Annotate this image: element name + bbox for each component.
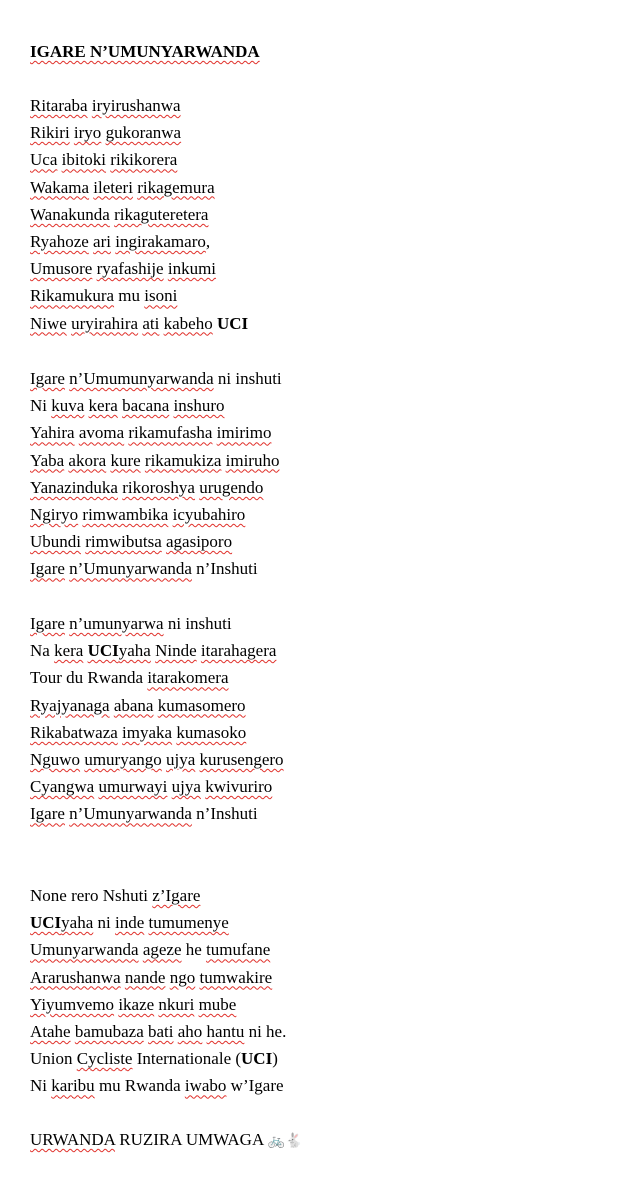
poem-word: isoni <box>144 286 178 306</box>
poem-word: ikaze <box>118 994 155 1014</box>
poem-line <box>30 1022 286 1042</box>
poem-word: ujya <box>171 777 201 797</box>
poem-word: Internationale ( <box>132 1049 242 1069</box>
poem-word: ngo <box>169 967 196 987</box>
poem-word: ni inshuti <box>213 369 282 388</box>
poem-word: Ryahoze <box>30 232 89 251</box>
poem-line <box>30 369 282 389</box>
poem-word: rikikorera <box>110 150 178 170</box>
poem-word: iryirushanwa <box>91 96 181 115</box>
poem-word: RUZIRA UMWAGA <box>115 1130 268 1149</box>
poem-word: aho <box>177 1022 203 1041</box>
poem-word: kumasoko <box>176 722 247 742</box>
poem-word: w’Igare <box>226 1076 284 1096</box>
poem-word: umuryango <box>84 750 162 769</box>
poem-word: karibu <box>51 1076 95 1096</box>
poem-word: Yahira <box>30 423 75 443</box>
poem-word: avoma <box>78 423 125 443</box>
poem-word: n’Umunyarwanda <box>69 804 192 824</box>
poem-line <box>30 396 225 416</box>
poem-word: ibitoki <box>61 150 107 170</box>
poem-word: uryirahira <box>71 313 139 333</box>
poem-word: Ryajyanaga <box>30 695 110 715</box>
poem-word: n’umunyarwa <box>69 614 164 633</box>
poem-word: Union <box>30 1049 77 1069</box>
poem-word: Rikamukura <box>30 286 115 306</box>
poem-word: ari <box>93 232 111 251</box>
poem-word: Wakama <box>30 177 90 197</box>
poem-word: kera <box>54 641 84 661</box>
poem-line <box>30 940 270 960</box>
poem-word: Ararushanwa <box>30 967 121 987</box>
poem-line <box>30 532 232 552</box>
poem-word: rikaguteretera <box>114 204 209 224</box>
poem-word: ni inshuti <box>163 614 232 633</box>
poem-line <box>30 641 276 661</box>
poem-word: tumumenye <box>148 913 229 933</box>
poem-word: Niwe <box>30 313 67 333</box>
poem-word: kabeho <box>163 313 213 333</box>
poem-word: Cycliste <box>76 1049 133 1069</box>
poem-word: UCI <box>241 1049 273 1069</box>
poem-word: rimwambika <box>82 505 169 524</box>
poem-word: Igare <box>30 804 65 824</box>
poem-word: Ubundi <box>30 532 81 552</box>
poem-line <box>30 96 181 116</box>
poem-word: ageze <box>142 940 182 960</box>
poem-word: rikoroshya <box>122 477 195 497</box>
poem-line <box>30 232 210 252</box>
poem-word: Na <box>30 641 55 661</box>
poem-word: kurusengero <box>199 750 284 769</box>
poem-word: rikagemura <box>137 177 215 197</box>
poem-word: he <box>181 940 207 960</box>
poem-word: hantu <box>206 1022 245 1041</box>
poem-word: mu <box>114 286 145 306</box>
poem-word: Atahe <box>30 1022 71 1041</box>
poem-word: Umusore <box>30 259 93 279</box>
poem-word: Yiyumvemo <box>30 994 115 1014</box>
poem-line <box>30 886 200 906</box>
poem-word: ni <box>93 913 115 933</box>
poem-word: tumwakire <box>199 967 273 987</box>
poem-line <box>30 1076 284 1096</box>
poem-word: itarahagera <box>200 641 277 661</box>
poem-line <box>30 478 263 498</box>
poem-line <box>30 913 229 933</box>
poem-word: URWANDA <box>30 1130 116 1149</box>
poem-word: imyaka <box>122 722 173 742</box>
poem-word: Igare <box>30 369 65 388</box>
poem-word: mube <box>198 994 237 1014</box>
poem-word: rikamukiza <box>144 450 222 470</box>
poem-word: kera <box>88 396 118 416</box>
poem-word: n’Umunyarwanda <box>69 559 192 579</box>
poem-word: kuva <box>51 396 85 416</box>
poem-word: Nguwo <box>30 750 81 769</box>
poem-word: rikamufasha <box>128 423 213 443</box>
poem-word: nkuri <box>158 994 195 1014</box>
poem-word: ujya <box>166 750 196 769</box>
poem-line <box>30 750 284 770</box>
poem-word: Ni <box>30 1076 52 1096</box>
poem-word: gukoranwa <box>105 123 182 143</box>
poem-line <box>30 614 232 634</box>
poem-word: UCI <box>216 313 249 333</box>
poem-word: inkumi <box>167 259 217 279</box>
poem-word: ryafashije <box>96 259 164 279</box>
poem-word: yaha <box>61 913 94 933</box>
poem-word: Igare <box>30 614 65 633</box>
poem-word: urugendo <box>199 477 264 497</box>
poem-word: Rikabatwaza <box>30 722 118 742</box>
poem-word: n’Inshuti <box>191 804 258 824</box>
poem-line <box>30 286 177 306</box>
poem-word: ni he. <box>244 1022 287 1041</box>
poem-word: , <box>205 232 211 251</box>
poem-word: imiruho <box>225 450 280 470</box>
poem-line <box>30 451 279 471</box>
poem-word: nande <box>124 967 166 987</box>
poem-word: rimwibutsa <box>85 532 162 552</box>
bicycle-rabbit-emoji: 🚲🐇 <box>267 1133 303 1149</box>
poem-line <box>30 259 216 279</box>
poem-word: icyubahiro <box>172 505 246 524</box>
poem-word: abana <box>113 695 154 715</box>
poem-word: Yanazinduka <box>30 477 118 497</box>
poem-word: n’Umumunyarwanda <box>69 369 214 388</box>
poem-word: UCI <box>87 641 119 661</box>
poem-word: umurwayi <box>98 777 168 797</box>
poem-word: mu Rwanda <box>94 1076 185 1096</box>
poem-word: inshuro <box>173 396 225 416</box>
poem-word: ileteri <box>93 177 133 197</box>
poem-word: kwivuriro <box>205 777 273 797</box>
poem-word: Uca <box>30 150 58 170</box>
poem-word: Ninde <box>155 641 197 661</box>
poem-word: Rikiri <box>30 123 70 143</box>
poem-word: yaha <box>118 641 151 661</box>
poem-word: bamubaza <box>74 1022 144 1041</box>
poem-line <box>30 423 271 443</box>
poem-word: Ngiryo <box>30 505 79 524</box>
poem-line <box>30 559 258 579</box>
poem-title <box>30 42 260 62</box>
poem-line <box>30 777 272 797</box>
poem-line <box>30 205 208 225</box>
poem-line <box>30 1130 302 1151</box>
poem-line <box>30 968 272 988</box>
poem-line <box>30 150 177 170</box>
poem-word: iryo <box>73 123 102 143</box>
poem-line <box>30 995 236 1015</box>
poem-word: kure <box>110 450 141 470</box>
poem-word: Igare <box>30 559 65 579</box>
poem-line <box>30 804 258 824</box>
title-text: IGARE N’UMUNYARWANDA <box>30 42 260 61</box>
poem-word: bacana <box>122 396 170 416</box>
poem-word: bati <box>148 1022 174 1041</box>
poem-line <box>30 505 245 525</box>
poem-word: Yaba <box>30 450 65 470</box>
poem-word: inde <box>115 913 145 933</box>
poem-word: z’Igare <box>152 886 201 905</box>
poem-word: None rero Nshuti <box>30 886 153 905</box>
poem-word: itarakomera <box>147 668 229 688</box>
poem-line <box>30 696 246 716</box>
poem-word: Tour du Rwanda <box>30 668 148 688</box>
poem-line <box>30 1049 278 1069</box>
poem-word: Wanakunda <box>30 204 110 224</box>
poem-line <box>30 723 246 743</box>
poem-word: imirimo <box>216 423 272 443</box>
poem-word: Ritaraba <box>30 96 88 115</box>
poem-word: agasiporo <box>166 532 233 552</box>
poem-word: n’Inshuti <box>191 559 258 579</box>
poem-word: iwabo <box>184 1076 227 1096</box>
poem-word: Ni <box>30 396 52 416</box>
poem-line <box>30 668 229 688</box>
poem-line <box>30 123 181 143</box>
poem-line <box>30 314 248 334</box>
poem-word: ingirakamaro <box>115 232 206 251</box>
poem-word: tumufane <box>206 940 271 960</box>
poem-word: Cyangwa <box>30 777 95 797</box>
poem-word: ) <box>272 1049 278 1069</box>
poem-word: kumasomero <box>157 695 246 715</box>
poem-word: akora <box>68 450 107 470</box>
poem-word: ati <box>142 313 160 333</box>
poem-line <box>30 178 215 198</box>
poem-word: UCI <box>30 913 62 933</box>
poem-word: Umunyarwanda <box>30 940 139 960</box>
